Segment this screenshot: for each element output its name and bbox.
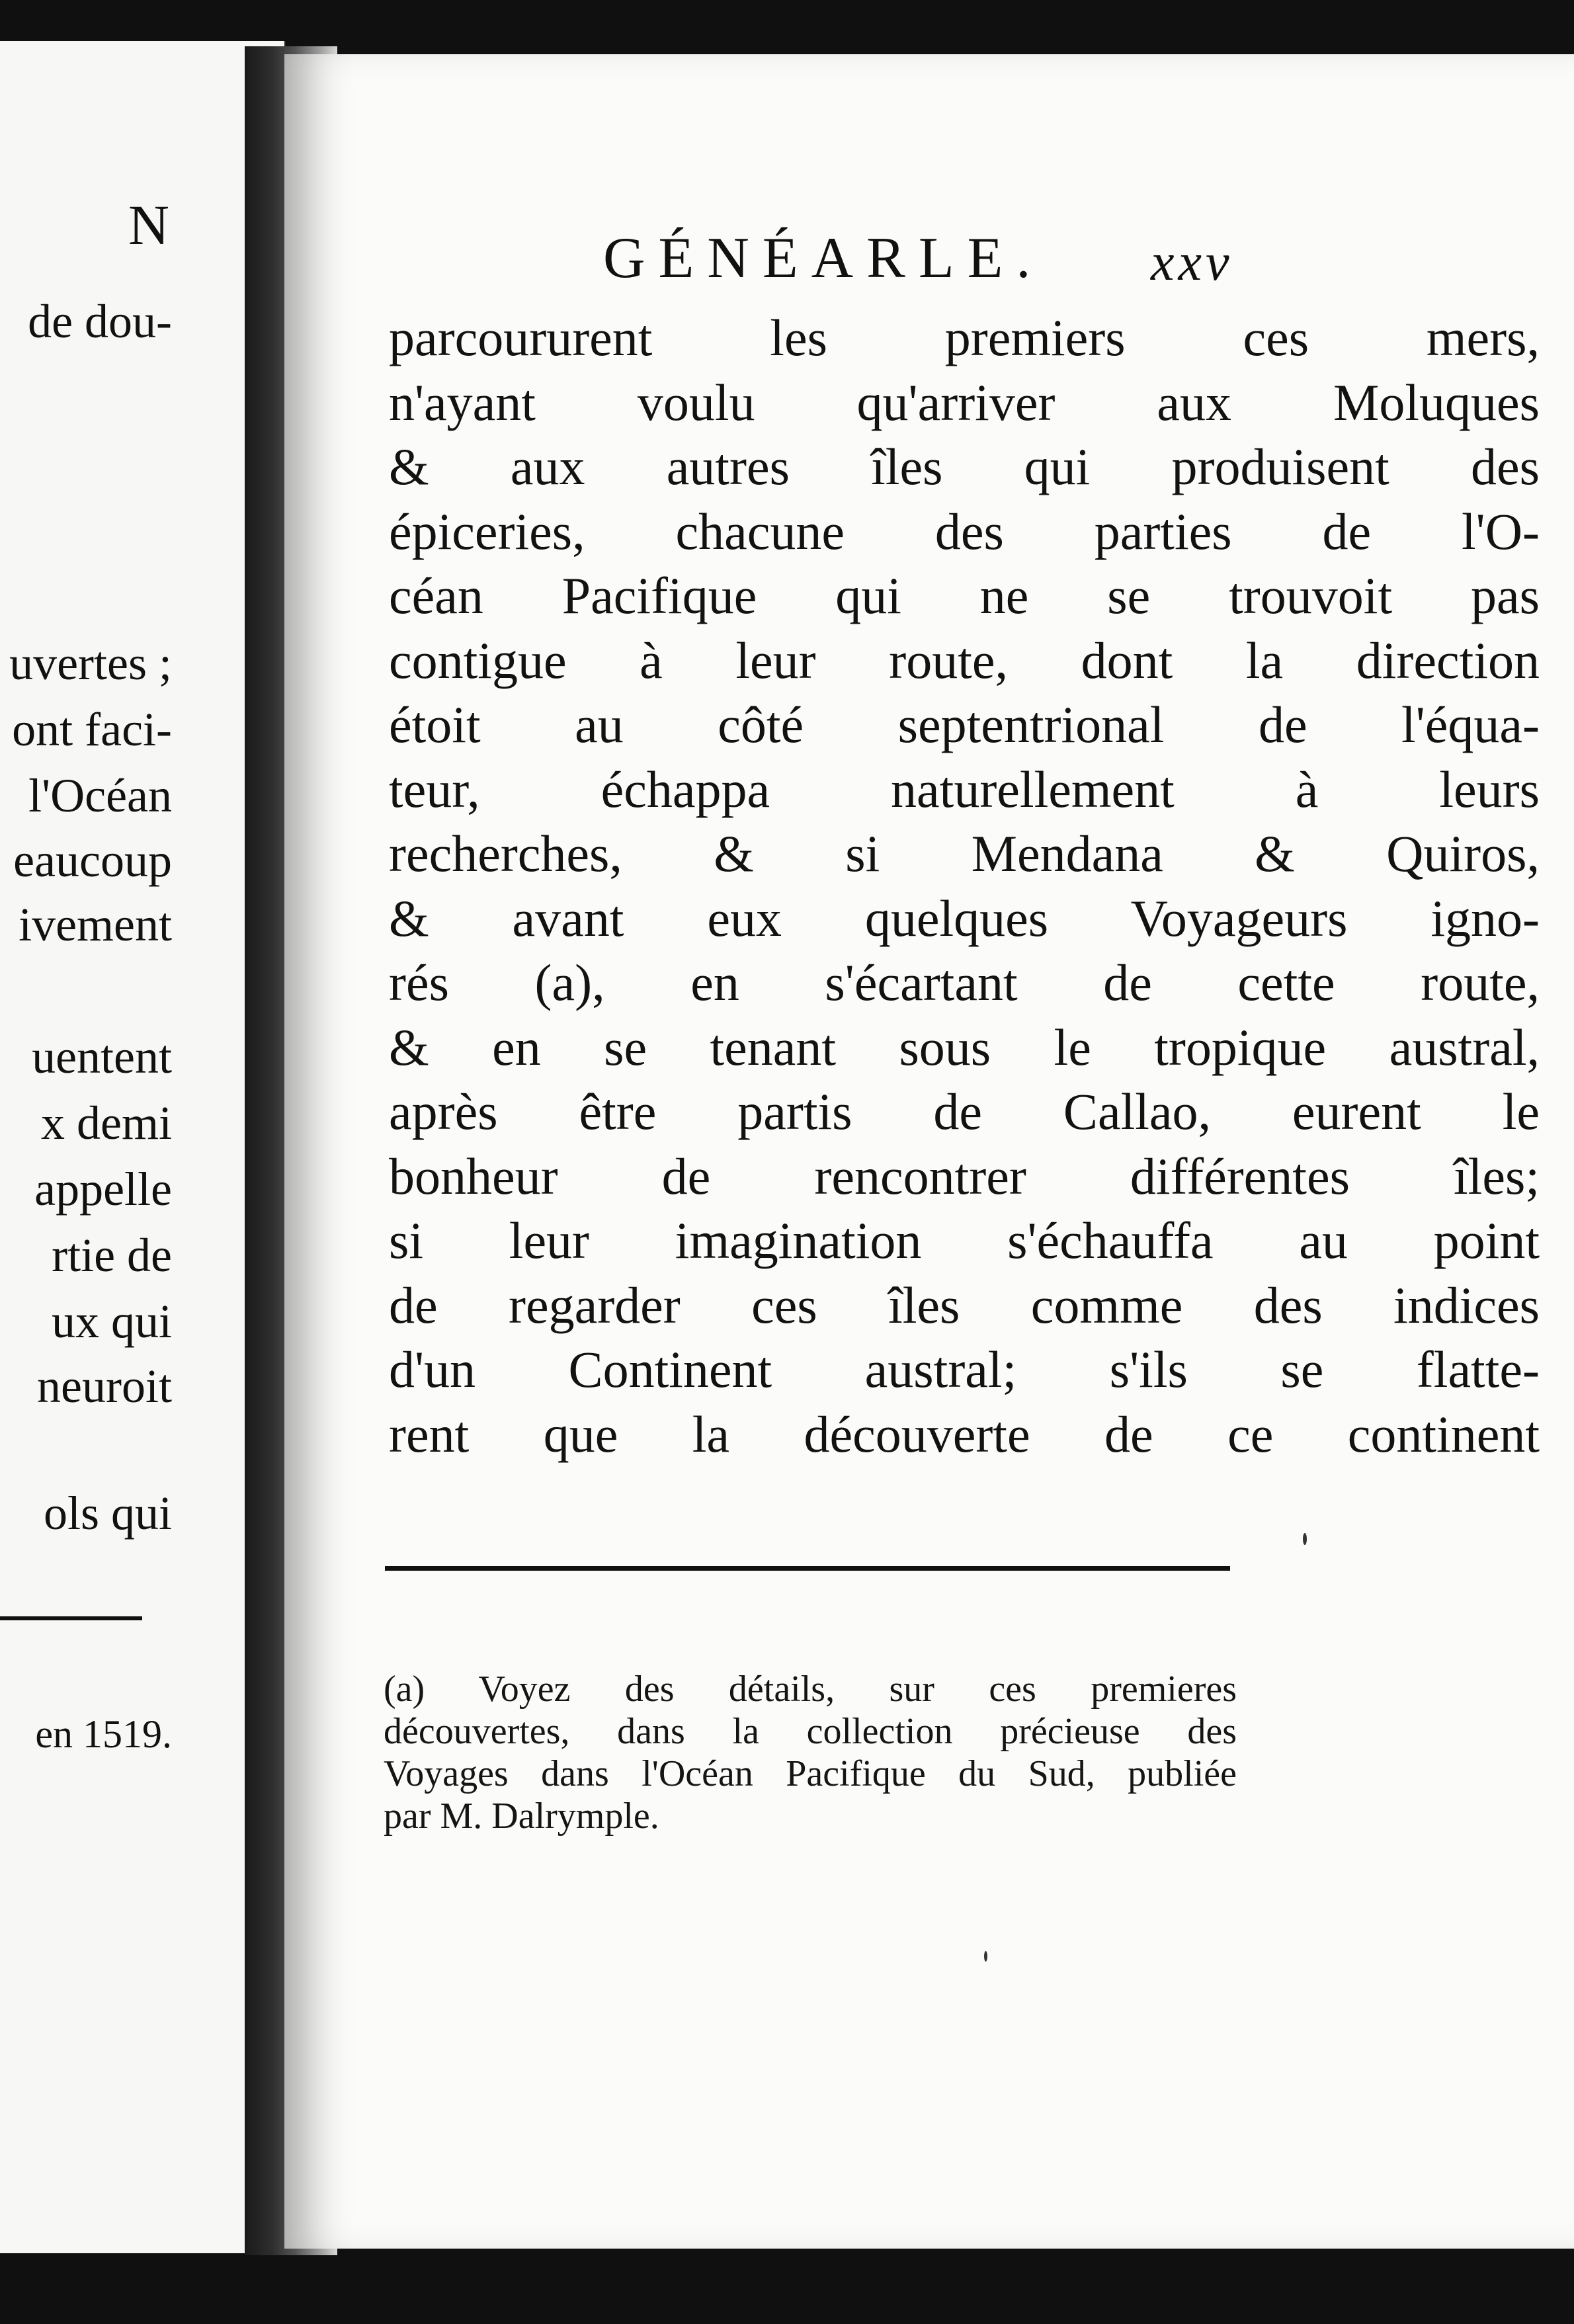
page-number: xxv — [1151, 233, 1233, 292]
body-line: n'ayant voulu qu'arriver aux Moluques — [389, 373, 1540, 431]
body-line: rés (a), en s'écartant de cette route, — [389, 954, 1540, 1011]
footnote-line: par M. Dalrymple. — [384, 1796, 659, 1837]
body-line: rent que la découverte de ce continent — [389, 1405, 1540, 1463]
left-line: ols qui — [43, 1487, 172, 1540]
body-line: & aux autres îles qui produisent des — [389, 438, 1540, 495]
paper-speck — [984, 1951, 987, 1962]
right-page — [284, 54, 1574, 2249]
body-line: bonheur de rencontrer différentes îles; — [389, 1147, 1540, 1205]
body-line: contigue à leur route, dont la direction — [389, 631, 1540, 689]
footnote-line: Voyages dans l'Océan Pacifique du Sud, publiée — [384, 1753, 1237, 1794]
left-line: appelle — [34, 1163, 172, 1216]
left-footnote-fragment: en 1519. — [35, 1712, 172, 1756]
left-line: x demi — [41, 1097, 172, 1149]
body-line: & en se tenant sous le tropique austral, — [389, 1018, 1540, 1076]
body-line: parcoururent les premiers ces mers, — [389, 309, 1540, 366]
body-text — [389, 306, 1540, 1466]
left-line: neuroit — [37, 1360, 172, 1413]
body-line: teur, échappa naturellement à leurs — [389, 760, 1540, 818]
body-line: de regarder ces îles comme des indices — [389, 1276, 1540, 1334]
body-line: étoit au côté septentrional de l'équa- — [389, 696, 1540, 753]
body-line: & avant eux quelques Voyageurs igno- — [389, 889, 1540, 947]
footnote-rule — [385, 1566, 1230, 1571]
left-line: l'Océan — [28, 769, 172, 822]
left-line: ux qui — [51, 1295, 172, 1348]
body-line: si leur imagination s'échauffa au point — [389, 1212, 1540, 1269]
footnote — [384, 1668, 1237, 1837]
left-line: uvertes ; — [9, 637, 172, 690]
left-line: rtie de — [52, 1229, 172, 1282]
running-head — [284, 225, 1574, 298]
left-line: de dou- — [28, 295, 172, 348]
left-running-head-fragment: N — [128, 193, 172, 257]
paper-speck — [1303, 1533, 1307, 1545]
footnote-line: découvertes, dans la collection précieuse des — [384, 1711, 1237, 1752]
left-page-fragment — [0, 41, 286, 2253]
running-title: GÉNÉARLE. — [603, 226, 1044, 290]
body-line: épiceries, chacune des parties de l'O- — [389, 502, 1540, 560]
left-line: eaucoup — [13, 834, 172, 887]
body-line: céan Pacifique qui ne se trouvoit pas — [389, 567, 1540, 624]
body-line: après être partis de Callao, eurent le — [389, 1083, 1540, 1140]
left-line: ont faci- — [12, 703, 172, 756]
footnote-line: (a) Voyez des détails, sur ces premieres — [384, 1669, 1237, 1710]
left-footnote-rule — [0, 1616, 142, 1620]
body-line: d'un Continent austral; s'ils se flatte- — [389, 1341, 1540, 1398]
body-line: recherches, & si Mendana & Quiros, — [389, 825, 1540, 882]
left-line: uentent — [32, 1030, 172, 1083]
left-line: ivement — [19, 898, 172, 951]
